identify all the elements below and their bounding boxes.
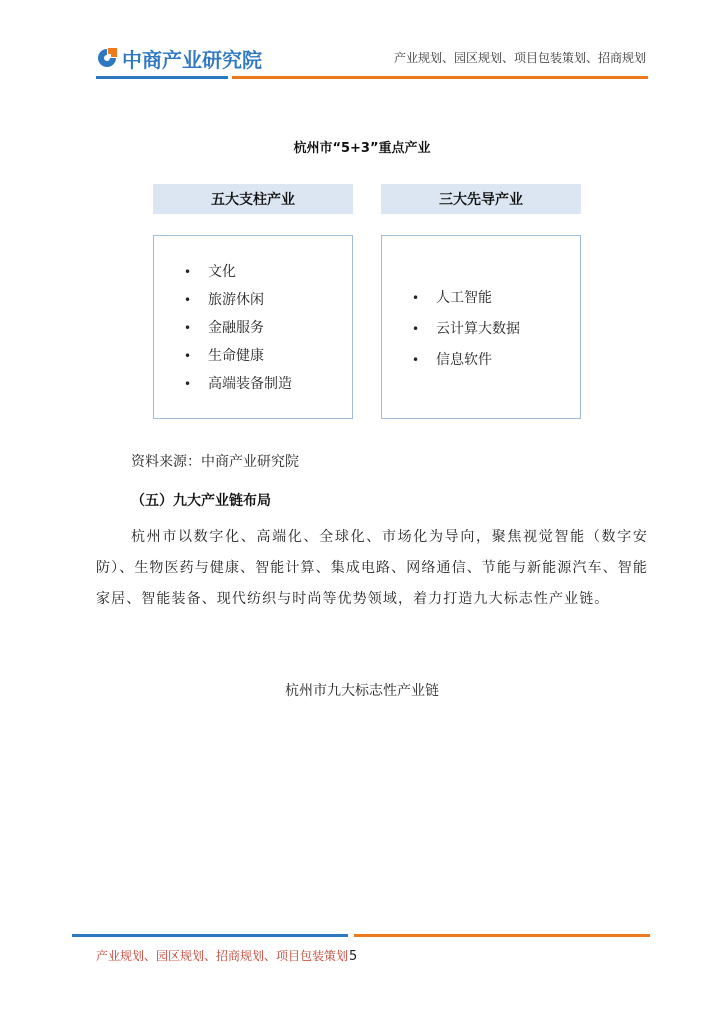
list-item: • 云计算大数据 [412, 319, 520, 350]
logo-icon [96, 47, 118, 69]
right-column-header: 三大先导产业 [381, 184, 581, 214]
footer-rule-blue [72, 934, 348, 937]
right-industry-list [412, 288, 520, 381]
list-item: • 人工智能 [412, 288, 520, 319]
page-number: 5 [349, 949, 358, 964]
source-note: 资料来源：中商产业研究院 [131, 454, 299, 470]
header-rule-orange [232, 76, 648, 79]
footer-tagline: 产业规划、园区规划、招商规划、项目包装策划 [96, 949, 349, 963]
figure-caption: 杭州市九大标志性产业链 [285, 683, 439, 699]
footer-rule-orange [354, 934, 650, 937]
footer [96, 947, 357, 964]
section-heading: （五）九大产业链布局 [131, 493, 271, 509]
list-item: • 金融服务 [184, 318, 292, 346]
logo-text: 中商产业研究院 [122, 47, 262, 72]
list-item: • 旅游休闲 [184, 290, 292, 318]
body-paragraph: 杭州市以数字化、高端化、全球化、市场化为导向，聚焦视觉智能（数字安防）、生物医药与健康、智能计算、集成电路、网络通信、节能与新能源汽车、智能家居、智能装备、现代纺织与时尚等优势领域，着力打造九大标志性产业链。 [96, 529, 648, 607]
chart-title: 杭州市“5+3”重点产业 [293, 141, 431, 156]
left-industry-list [184, 262, 292, 402]
list-item: • 生命健康 [184, 346, 292, 374]
header-tagline: 产业规划、园区规划、项目包装策划、招商规划 [393, 51, 646, 65]
list-item: • 文化 [184, 262, 292, 290]
right-column-box [381, 235, 581, 419]
left-column-box [153, 235, 353, 419]
logo [96, 44, 262, 72]
list-item: • 高端装备制造 [184, 374, 292, 402]
list-item: • 信息软件 [412, 350, 520, 381]
left-column-header: 五大支柱产业 [153, 184, 353, 214]
header-rule-blue [96, 76, 228, 79]
